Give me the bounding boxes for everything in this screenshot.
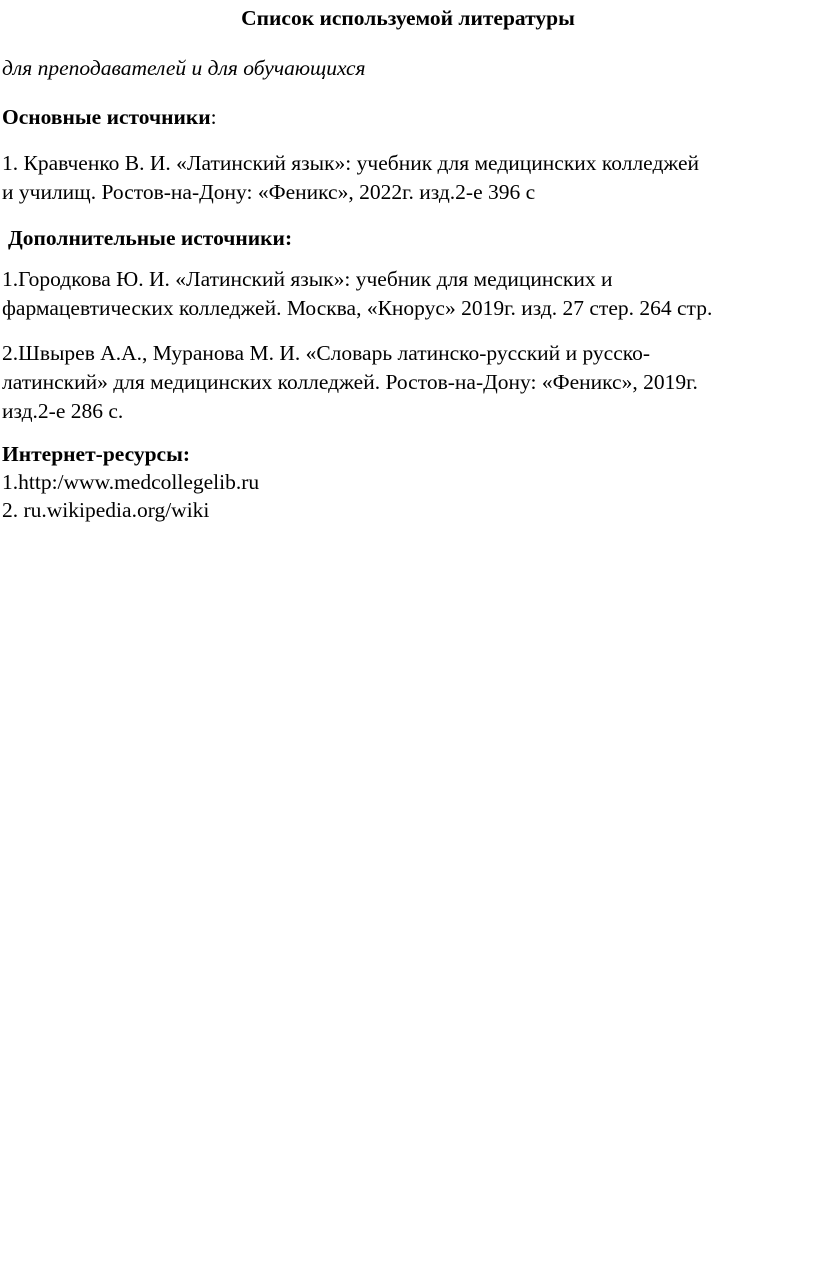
main-sources-heading-colon: : bbox=[210, 105, 217, 129]
page-subtitle: для преподавателей и для обучающихся bbox=[2, 56, 366, 80]
internet-resource-link-2[interactable]: 2. ru.wikipedia.org/wiki bbox=[2, 498, 210, 522]
main-sources-heading-text: Основные источники bbox=[2, 105, 211, 129]
page-title: Список используемой литературы bbox=[241, 6, 575, 30]
additional-sources-heading bbox=[8, 224, 292, 253]
additional-source-item-2-line-2: латинский» для медицинских колледжей. Ростов-на-Дону: «Феникс», 2019г. bbox=[2, 370, 698, 394]
internet-resources-heading bbox=[2, 440, 190, 469]
additional-source-item-2-line-1: 2.Швырев А.А., Муранова М. И. «Словарь латинско-русский и русско- bbox=[2, 341, 651, 365]
additional-source-item-2-line-3: изд.2-е 286 с. bbox=[2, 399, 124, 423]
internet-resource-link-1[interactable]: 1.http:/www.medcollegelib.ru bbox=[2, 470, 260, 494]
main-sources-heading bbox=[2, 103, 217, 132]
additional-sources-heading-text: Дополнительные источники: bbox=[8, 226, 293, 250]
additional-source-item-1-line-1: 1.Городкова Ю. И. «Латинский язык»: учебник для медицинских и bbox=[2, 267, 613, 291]
internet-resources-heading-text: Интернет-ресурсы: bbox=[2, 442, 191, 466]
additional-source-item-1 bbox=[2, 265, 814, 323]
additional-source-item-2 bbox=[2, 339, 814, 426]
additional-source-item-1-line-2: фармацевтических колледжей. Москва, «Кнорус» 2019г. изд. 27 стер. 264 стр. bbox=[2, 296, 713, 320]
main-source-item-1-line-1: 1. Кравченко В. И. «Латинский язык»: учебник для медицинских колледжей bbox=[2, 151, 699, 175]
main-source-item-1-line-2: и училищ. Ростов-на-Дону: «Феникс», 2022г. изд.2-е 396 с bbox=[2, 180, 536, 204]
main-source-item-1 bbox=[2, 149, 814, 207]
